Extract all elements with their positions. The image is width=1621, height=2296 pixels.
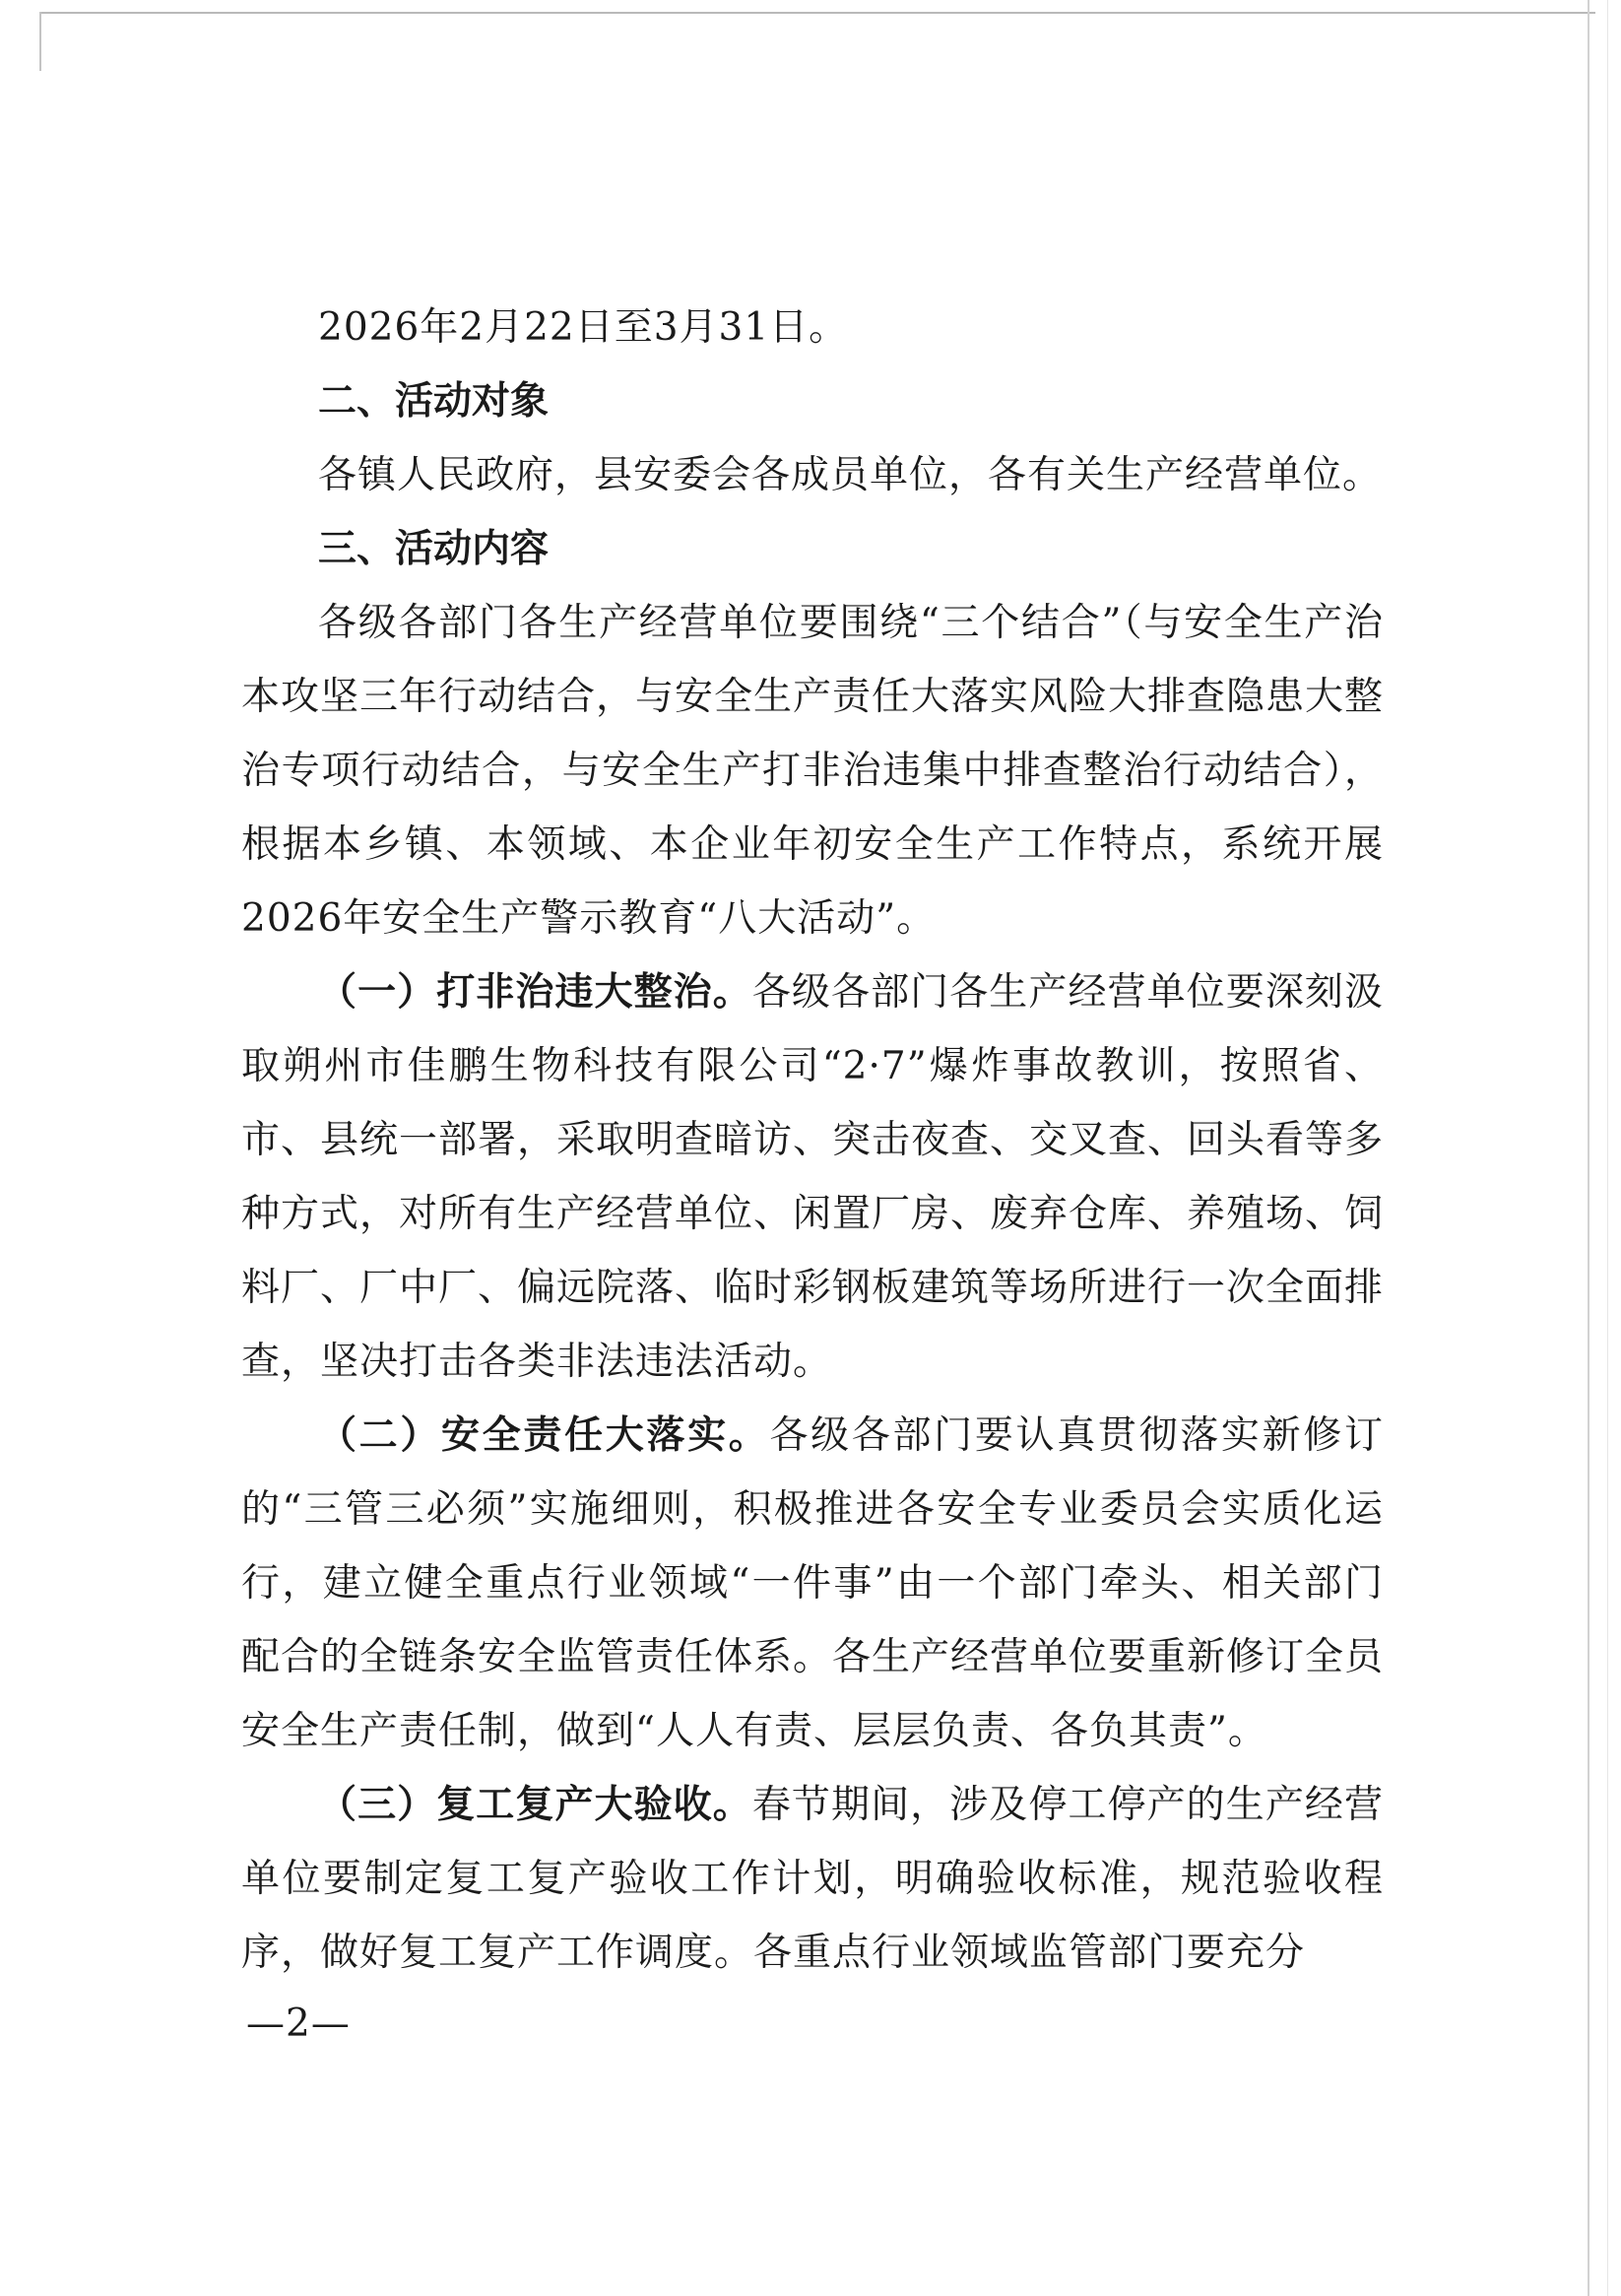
scan-border-top: [39, 12, 1595, 14]
paragraph-text: 各级各部门各生产经营单位要深刻汲取朔州市佳鹏生物科技有限公司“2·7”爆炸事故教训，按照省、市、县统一部署，采取明查暗访、突击夜查、交叉查、回头看等多种方式，对所有生产经营单位、闲置厂房、废弃仓库、养殖场、饲料厂、厂中厂、偏远院落、临时彩钢板建筑等场所进行一次全面排查，坚决打击各类非法违法活动。: [241, 970, 1385, 1384]
paragraph-text: 各级各部门要认真贯彻落实新修订的“三管三必须”实施细则，积极推进各安全专业委员会实质化运行，建立健全重点行业领域“一件事”由一个部门牵头、相关部门配合的全链条安全监管责任体系。各生产经营单位要重新修订全员安全生产责任制，做到“人人有责、层层负责、各负其责”。: [241, 1413, 1385, 1753]
paragraph-item-2: [241, 1399, 1384, 1768]
item-heading: （一）打非治违大整治。: [318, 969, 752, 1015]
page-number: —2—: [246, 2001, 351, 2046]
section-heading-targets: 二、活动对象: [318, 379, 550, 424]
section-heading-content: 三、活动内容: [318, 527, 550, 571]
item-heading: （三）复工复产大验收。: [318, 1782, 752, 1827]
document-body: [241, 291, 1384, 1990]
paragraph-text: 2026年2月22日至3月31日。: [318, 305, 849, 350]
paragraph-targets: [241, 438, 1384, 512]
paragraph-text: 春节期间，涉及停工停产的生产经营单位要制定复工复产验收工作计划，明确验收标准，规范验收程序，做好复工复产工作调度。各重点行业领域监管部门要充分: [241, 1783, 1384, 1975]
scan-border-right: [1588, 0, 1589, 2296]
paragraph-content-intro: [241, 586, 1384, 955]
paragraph-item-1: [241, 955, 1384, 1399]
paragraph-item-3: [241, 1768, 1384, 1990]
item-heading: （二）安全责任大落实。: [318, 1412, 770, 1458]
scan-border-left: [39, 12, 41, 71]
paragraph-text: 各级各部门各生产经营单位要围绕“三个结合”（与安全生产治本攻坚三年行动结合，与安全生产责任大落实风险大排查隐患大整治专项行动结合，与安全生产打非治违集中排查整治行动结合），根据本乡镇、本领域、本企业年初安全生产工作特点，系统开展2026年安全生产警示教育“八大活动”。: [241, 601, 1385, 941]
paragraph-text: 各镇人民政府，县安委会各成员单位，各有关生产经营单位。: [318, 453, 1383, 497]
scan-border-right-faint: [1607, 0, 1608, 2296]
paragraph-date: [241, 291, 1384, 364]
